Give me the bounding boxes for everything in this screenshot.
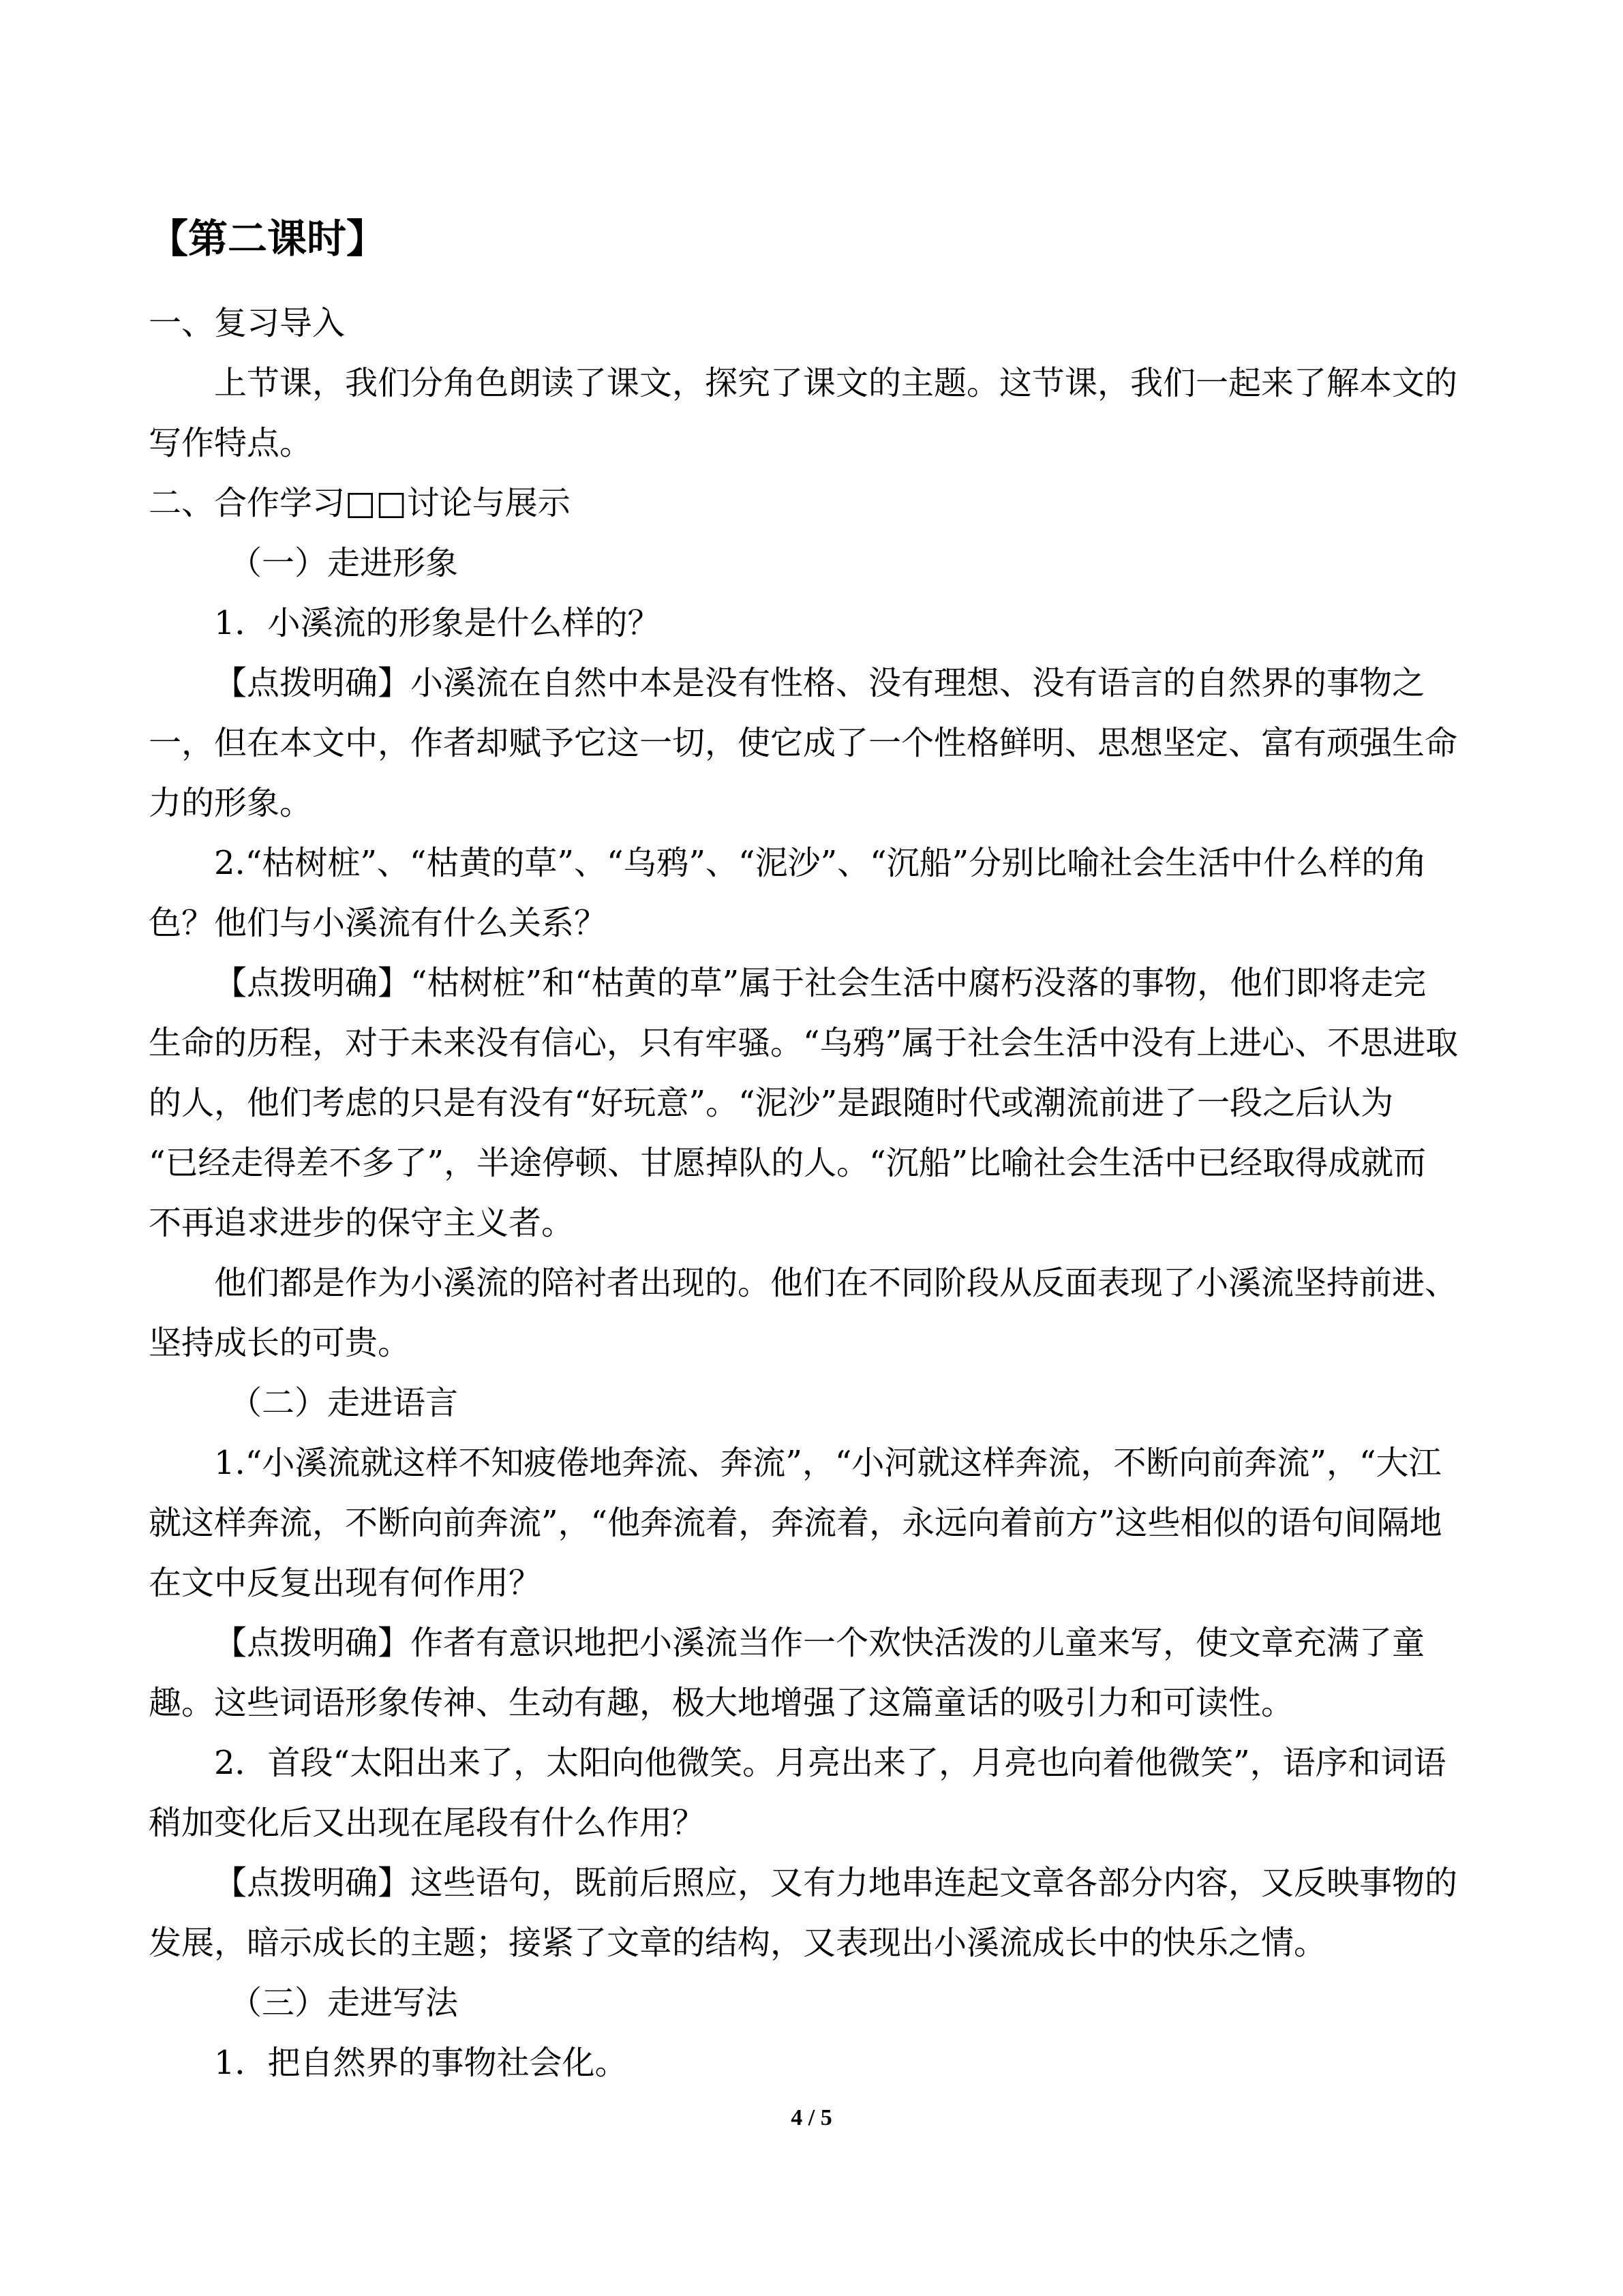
question-line: 在文中反复出现有何作用？ xyxy=(149,1564,542,1602)
answer-line: 生命的历程，对于未来没有信心，只有牢骚。“乌鸦”属于社会生活中没有上进心、不思进取 xyxy=(149,1024,1459,1062)
answer-line: 【点拨明确】这些语句，既前后照应，又有力地串连起文章各部分内容，又反映事物的 xyxy=(214,1864,1458,1902)
question-line: 2.“枯树桩”、“枯黄的草”、“乌鸦”、“泥沙”、“沉船”分别比喻社会生活中什么样的角 xyxy=(214,844,1427,882)
question-line: 2．首段“太阳出来了，太阳向他微笑。月亮出来了，月亮也向着他微笑”，语序和词语 xyxy=(214,1744,1446,1782)
answer-line: 的人，他们考虑的只是有没有“好玩意”。“泥沙”是跟随时代或潮流前进了一段之后认为 xyxy=(149,1084,1394,1122)
section-heading-cooperative: 二、合作学习□□讨论与展示 xyxy=(149,484,571,522)
question-line: 1．小溪流的形象是什么样的？ xyxy=(214,604,661,642)
question-line: 就这样奔流，不断向前奔流”，“他奔流着，奔流着，永远向着前方”这些相似的语句间隔地 xyxy=(149,1504,1442,1542)
section-heading-review: 一、复习导入 xyxy=(149,304,346,342)
question-line: 色？他们与小溪流有什么关系？ xyxy=(149,904,607,942)
subsection-heading-language: （二）走进语言 xyxy=(229,1384,459,1422)
paragraph-line: 上节课，我们分角色朗读了课文，探究了课文的主题。这节课，我们一起来了解本文的 xyxy=(214,364,1458,402)
lesson-title: 【第二课时】 xyxy=(149,215,386,262)
answer-line: 一，但在本文中，作者却赋予它这一切，使它成了一个性格鲜明、思想坚定、富有顽强生命 xyxy=(149,724,1458,762)
answer-line: 发展，暗示成长的主题；接紧了文章的结构，又表现出小溪流成长中的快乐之情。 xyxy=(149,1924,1327,1962)
answer-line: 【点拨明确】作者有意识地把小溪流当作一个欢快活泼的儿童来写，使文章充满了童 xyxy=(214,1624,1425,1662)
subsection-heading-writing: （三）走进写法 xyxy=(229,1984,459,2022)
paragraph-line: 坚持成长的可贵。 xyxy=(149,1324,411,1362)
answer-line: 不再追求进步的保守主义者。 xyxy=(149,1204,575,1242)
answer-line: 力的形象。 xyxy=(149,784,313,822)
subsection-heading-image: （一）走进形象 xyxy=(229,544,459,582)
answer-line: 【点拨明确】小溪流在自然中本是没有性格、没有理想、没有语言的自然界的事物之 xyxy=(214,664,1425,702)
paragraph-line: 他们都是作为小溪流的陪衬者出现的。他们在不同阶段从反面表现了小溪流坚持前进、 xyxy=(214,1264,1458,1302)
question-line: 稍加变化后又出现在尾段有什么作用？ xyxy=(149,1804,706,1842)
answer-line: “已经走得差不多了”，半途停顿、甘愿掉队的人。“沉船”比喻社会生活中已经取得成就而 xyxy=(149,1144,1427,1182)
paragraph-line: 写作特点。 xyxy=(149,424,313,462)
question-line: 1.“小溪流就这样不知疲倦地奔流、奔流”，“小河就这样奔流，不断向前奔流”，“大江 xyxy=(214,1444,1442,1482)
page-number: 4 / 5 xyxy=(791,2105,832,2130)
document-body xyxy=(149,205,1478,2093)
question-line: 1．把自然界的事物社会化。 xyxy=(214,2044,628,2082)
answer-line: 【点拨明确】“枯树桩”和“枯黄的草”属于社会生活中腐朽没落的事物，他们即将走完 xyxy=(214,964,1427,1002)
answer-line: 趣。这些词语形象传神、生动有趣，极大地增强了这篇童话的吸引力和可读性。 xyxy=(149,1684,1294,1722)
